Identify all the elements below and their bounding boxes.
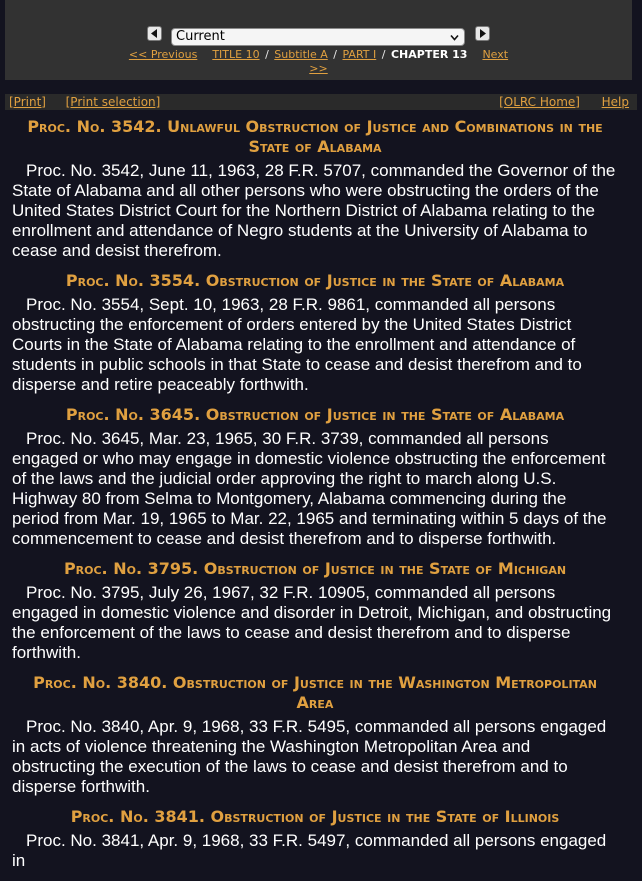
proclamation-section	[12, 271, 618, 395]
section-body: Proc. No. 3554, Sept. 10, 1963, 28 F.R. 9861, commanded all persons obstructing the enforcement of orders entered by the United States District Courts in the State of Alabama relating to the enrollment and attendance of students in public schools in that State to cease and desist therefrom and to disperse and retire peaceably forthwith.	[12, 295, 582, 394]
section-heading: Proc. No. 3554. Obstruction of Justice in the State of Alabama	[65, 271, 565, 290]
previous-link[interactable]: << Previous	[128, 48, 198, 61]
next-link[interactable]: Next	[482, 48, 509, 61]
olrc-home-link[interactable]: [OLRC Home]	[499, 95, 580, 109]
section-body: Proc. No. 3645, Mar. 23, 1965, 30 F.R. 3739, commanded all persons engaged or who may engage in domestic violence obstructing the enforcement of the laws and the judicial order approving the right to march along U.S. Highway 80 from Selma to Montgomery, Alabama commencing during the period from Mar. 19, 1965 to Mar. 22, 1965 and terminating within 5 days of the commencement to cease and desist therefrom and to disperse forthwith.	[12, 429, 607, 548]
proclamation-section	[12, 559, 618, 663]
version-select-value: Current	[176, 29, 225, 44]
next-link-arrows[interactable]: >>	[309, 62, 328, 75]
breadcrumb-subtitle-link[interactable]: Subtitle A	[274, 48, 328, 61]
breadcrumb-title-link[interactable]: TITLE 10	[212, 48, 260, 61]
main-content	[12, 117, 618, 881]
section-body: Proc. No. 3542, June 11, 1963, 28 F.R. 5707, commanded the Governor of the State of Alabama and all other persons who were obstructing the orders of the United States District Court for the Northern District of Alabama relating to the enrollment and attendance of Negro students at the University of Alabama to cease and desist therefrom.	[12, 161, 616, 260]
print-selection-link[interactable]: [Print selection]	[65, 95, 161, 109]
previous-arrow-button[interactable]	[147, 26, 162, 41]
proclamation-section	[12, 405, 618, 549]
proclamation-section	[12, 673, 618, 797]
breadcrumb	[5, 48, 632, 76]
section-heading: Proc. No. 3645. Obstruction of Justice in the State of Alabama	[65, 405, 565, 424]
breadcrumb-separator: /	[333, 48, 337, 61]
version-select[interactable]	[171, 28, 465, 46]
section-body: Proc. No. 3841, Apr. 9, 1968, 33 F.R. 5497, commanded all persons engaged in	[12, 831, 607, 870]
section-heading: Proc. No. 3542. Unlawful Obstruction of Justice and Combinations in the State of Alabama	[27, 117, 603, 156]
section-heading: Proc. No. 3841. Obstruction of Justice in the State of Illinois	[70, 807, 560, 826]
section-heading: Proc. No. 3795. Obstruction of Justice in the State of Michigan	[63, 559, 567, 578]
navigation-controls	[5, 24, 632, 48]
proclamation-section	[12, 117, 618, 261]
breadcrumb-separator: /	[265, 48, 269, 61]
breadcrumb-separator: /	[381, 48, 386, 61]
section-body: Proc. No. 3840, Apr. 9, 1968, 33 F.R. 5495, commanded all persons engaged in acts of violence threatening the Washington Metropolitan Area and obstructing the execution of the laws to cease and desist therefrom and to disperse forthwith.	[12, 717, 607, 796]
section-body: Proc. No. 3795, July 26, 1967, 32 F.R. 10905, commanded all persons engaged in domestic violence and disorder in Detroit, Michigan, and obstructing the enforcement of the laws to cease and desist therefrom and to disperse forthwith.	[12, 583, 612, 662]
help-link[interactable]: Help	[601, 95, 629, 109]
left-arrow-icon	[148, 27, 161, 40]
navigation-frame	[5, 0, 632, 80]
chevron-down-icon	[450, 33, 459, 42]
section-heading: Proc. No. 3840. Obstruction of Justice in the Washington Metropolitan Area	[33, 673, 597, 712]
next-arrow-button[interactable]	[475, 26, 490, 41]
toolbar	[5, 94, 637, 110]
breadcrumb-current-chapter: CHAPTER 13	[390, 48, 468, 61]
proclamation-section	[12, 807, 618, 871]
breadcrumb-part-link[interactable]: PART I	[342, 48, 377, 61]
right-arrow-icon	[476, 27, 489, 40]
print-link[interactable]: [Print]	[9, 95, 46, 109]
